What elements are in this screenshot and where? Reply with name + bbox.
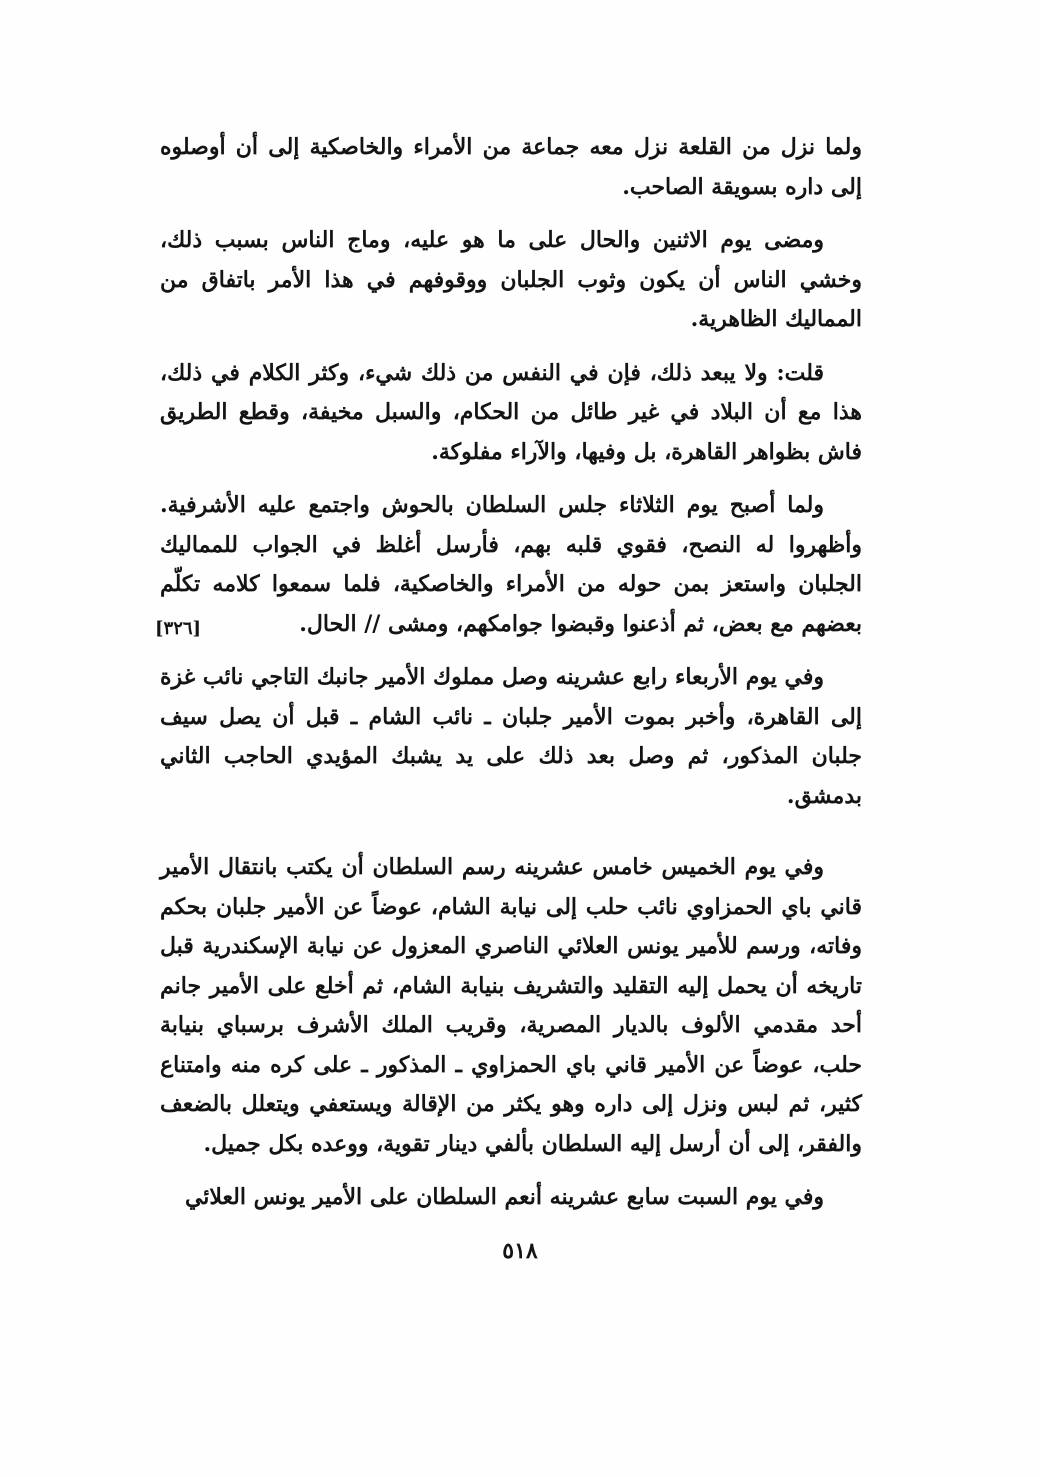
paragraph-4: ولما أصبح يوم الثلاثاء جلس السلطان بالحوش واجتمع عليه الأشرفية. وأظهروا له النصح، فقوي قلبه بهم، فأرسل أغلظ في الجواب للمماليك الجلبان واستعز بمن حوله من الأمراء والخاصكية، فلما سمعوا كلامه تكلّم بعضهم مع بعض، ثم أذعنوا وقبضوا جوامكهم، ومشى // الحال. xyxy=(160,492,862,637)
paragraph-7: وفي يوم السبت سابع عشرينه أنعم السلطان على الأمير يونس العلائي xyxy=(184,1184,824,1210)
paragraph-6: وفي يوم الخميس خامس عشرينه رسم السلطان أن يكتب بانتقال الأمير قاني باي الحمزاوي نائب حلب إلى نيابة الشام، عوضاً عن الأمير جلبان بحكم وفاته، ورسم للأمير يونس العلائي الناصري المعزول عن نيابة الإسكندرية قبل تاريخه أن يحمل إليه التقليد والتشريف بنيابة الشام، ثم أخلع على الأمير جانم أحد مقدمي الألوف بالديار المصرية، وقريب الملك الأشرف برسباي بنيابة حلب، عوضاً عن الأمير قاني باي الحمزاوي ـ المذكور ـ على كره منه وامتناع كثير، ثم لبس ونزل إلى داره وهو يكثر من الإقالة ويستعفي ويتعلل بالضعف والفقر، إلى أن أرسل إليه السلطان بألفي دينار تقوية، ووعده بكل جميل. xyxy=(160,854,862,1157)
paragraph-5: وفي يوم الأربعاء رابع عشرينه وصل مملوك الأمير جانبك التاجي نائب غزة إلى القاهرة، وأخبر بموت الأمير جلبان ـ نائب الشام ـ قبل أن يصل سيف جلبان المذكور، ثم وصل بعد ذلك على يد يشبك المؤيدي الحاجب الثاني بدمشق. xyxy=(160,664,862,809)
body-text xyxy=(160,128,862,1232)
paragraph-2: ومضى يوم الاثنين والحال على ما هو عليه، وماج الناس بسبب ذلك، وخشي الناس أن يكون وثوب الجلبان ووقوفهم في هذا الأمر باتفاق من المماليك الظاهرية. xyxy=(160,227,862,332)
paragraph-3: قلت: ولا يبعد ذلك، فإن في النفس من ذلك شيء، وكثر الكلام في ذلك، هذا مع أن البلاد في غير طائل من الحكام، والسبل مخيفة، وقطع الطريق فاش بظواهر القاهرة، بل وفيها، والآراء مفلوكة. xyxy=(160,359,862,465)
paragraph-1: ولما نزل من القلعة نزل معه جماعة من الأمراء والخاصكية إلى أن أوصلوه إلى داره بسويقة الصاحب. xyxy=(160,134,862,200)
manuscript-folio-reference: [٣٢٦] xyxy=(155,618,202,639)
page-number: ٥١٨ xyxy=(502,1238,538,1264)
